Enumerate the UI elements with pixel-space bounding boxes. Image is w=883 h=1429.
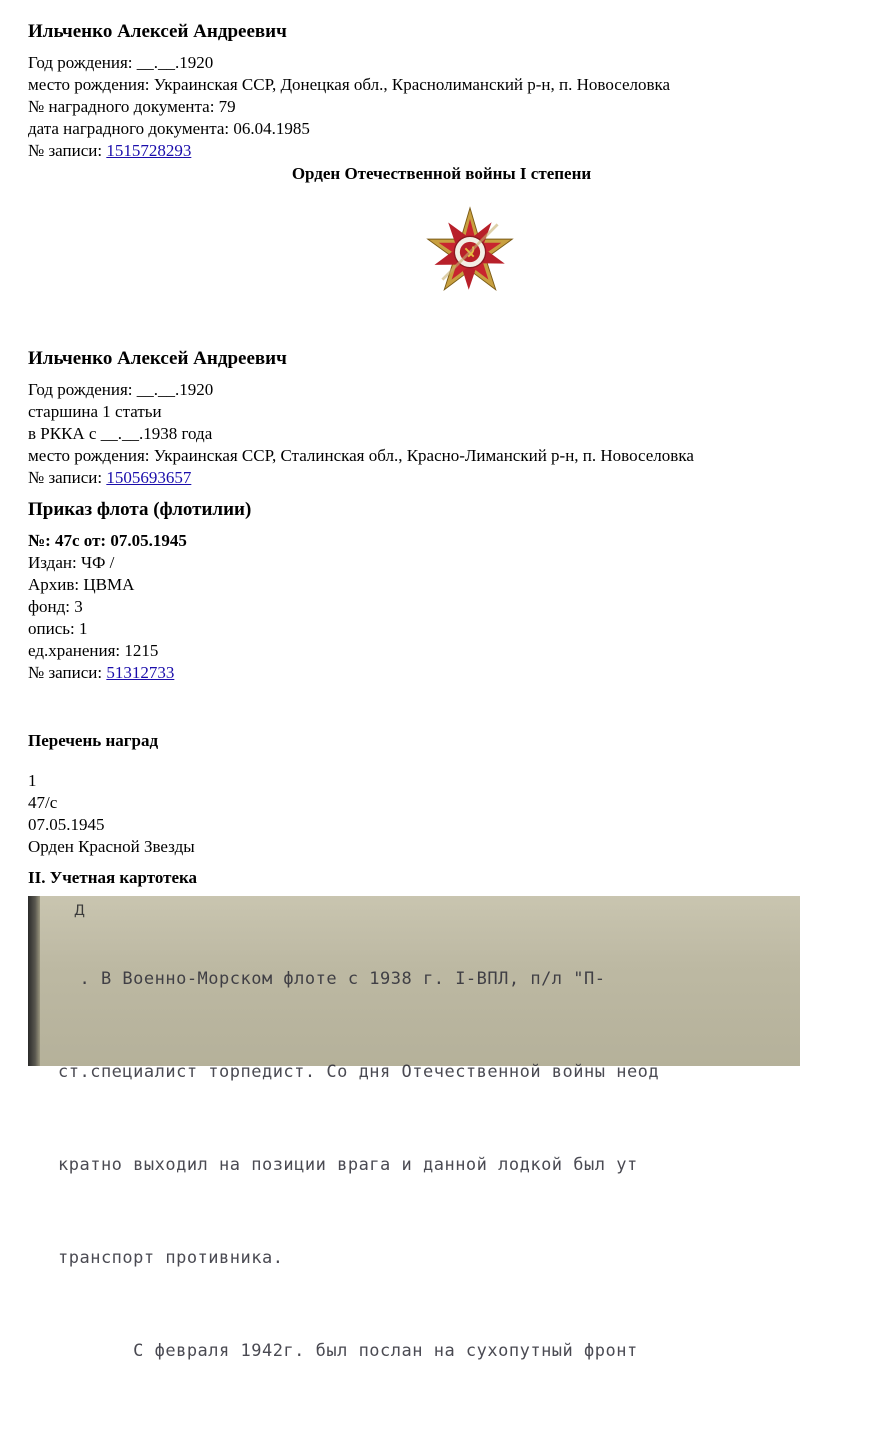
award-date: 07.05.1945 — [28, 815, 105, 834]
record-2 — [28, 347, 694, 489]
record-number — [28, 662, 251, 684]
opis: опись: 1 — [28, 619, 88, 638]
storage-unit: ед.хранения: 1215 — [28, 641, 159, 660]
order-heading: Приказ флота (флотилии) — [28, 499, 252, 520]
birth-year: Год рождения: __.__.1920 — [28, 380, 214, 399]
record-number — [28, 467, 694, 489]
scan-corner-mark: Д — [74, 903, 85, 919]
scan-line: С февраля 1942г. был послан на сухопутный фронт — [58, 1341, 638, 1361]
scan-line: . В Военно-Морском флоте с 1938 г. I-ВПЛ, п/л "П- — [58, 969, 606, 989]
record-number — [28, 140, 670, 162]
person-name: Ильченко Алексей Андреевич — [28, 348, 287, 369]
birthplace: место рождения: Украинская ССР, Донецкая обл., Краснолиманский р-н, п. Новоселовка — [28, 75, 671, 94]
awards-list — [28, 730, 195, 858]
record-number-label: № записи: — [28, 468, 107, 487]
award-name: Орден Красной Звезды — [28, 837, 195, 856]
order-issued: Издан: ЧФ / — [28, 553, 115, 572]
birth-year: Год рождения: __.__.1920 — [28, 53, 214, 72]
archive-scan-image — [28, 896, 800, 1361]
record-link[interactable]: 51312733 — [106, 663, 175, 682]
scan-line: ст.специалист торпедист. Со дня Отечественной войны неод — [58, 1062, 660, 1082]
card-file-heading: II. Учетная картотека — [28, 868, 198, 887]
record-number-label: № записи: — [28, 663, 107, 682]
record-link[interactable]: 1505693657 — [106, 468, 192, 487]
order-section — [28, 498, 251, 684]
record-number-label: № записи: — [28, 141, 107, 160]
archive: Архив: ЦВМА — [28, 575, 135, 594]
award-item-number: 1 — [28, 771, 37, 790]
award-doc-number: № наградного документа: 79 — [28, 97, 236, 116]
award-title: Орден Отечественной войны I степени — [291, 164, 592, 183]
awards-list-heading: Перечень наград — [28, 731, 159, 750]
award-order-number: 47/с — [28, 793, 58, 812]
service-start: в РККА с __.__.1938 года — [28, 424, 213, 443]
record-1 — [28, 20, 670, 162]
order-number: №: 47с от: 07.05.1945 — [28, 531, 187, 550]
award-doc-date: дата наградного документа: 06.04.1985 — [28, 119, 310, 138]
order-patriotic-war-icon — [424, 206, 516, 298]
scan-edge — [28, 896, 40, 1066]
birthplace: место рождения: Украинская ССР, Сталинская обл., Красно-Лиманский р-н, п. Новоселовка — [28, 446, 694, 465]
scan-line: кратно выходил на позиции врага и данной лодкой был ут — [58, 1155, 638, 1175]
scan-text — [58, 902, 659, 1429]
fond: фонд: 3 — [28, 597, 83, 616]
scan-line: транспорт противника. — [58, 1248, 284, 1268]
person-name: Ильченко Алексей Андреевич — [28, 21, 287, 42]
rank: старшина 1 статьи — [28, 402, 162, 421]
record-link[interactable]: 1515728293 — [106, 141, 192, 160]
